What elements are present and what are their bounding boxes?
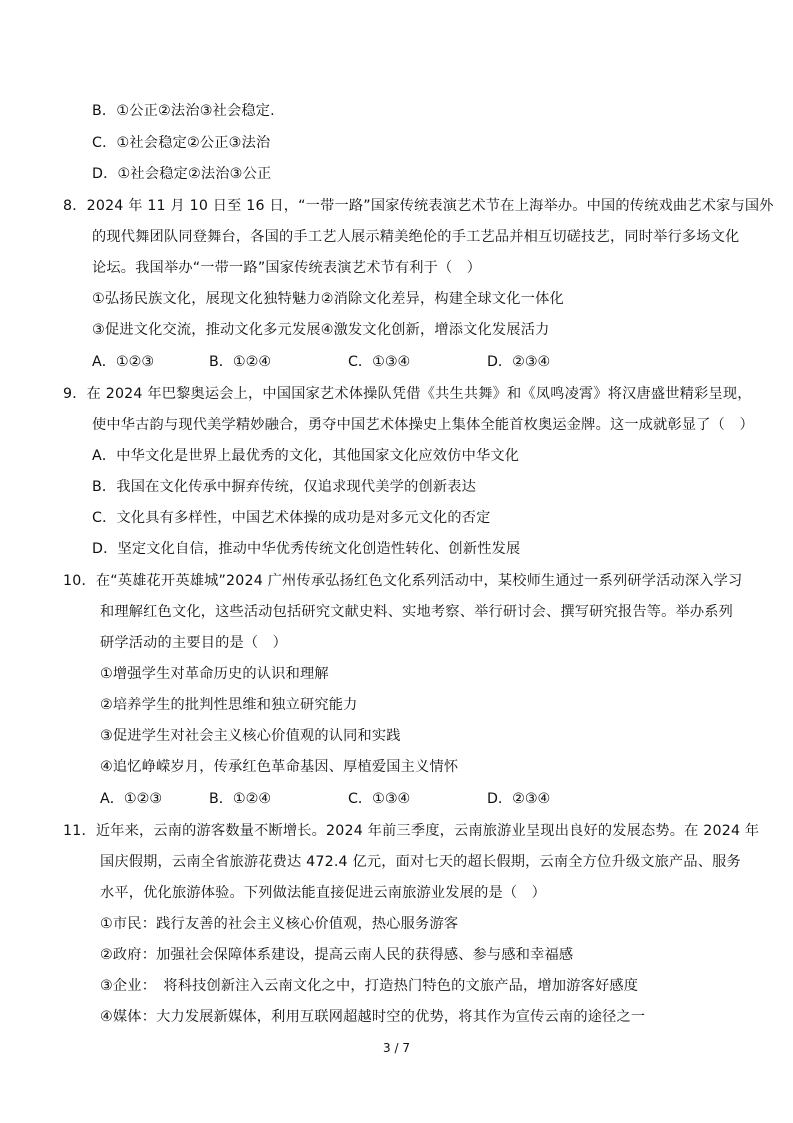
q11-statement-3: ③企业： 将科技创新注入云南文化之中，打造热门特色的文旅产品，增加游客好感度 bbox=[100, 978, 639, 994]
q9-option-d: D．坚定文化自信，推动中华优秀传统文化创造性转化、创新性发展 bbox=[92, 541, 521, 557]
q9-option-a: A．中华文化是世界上最优秀的文化，其他国家文化应效仿中华文化 bbox=[92, 448, 520, 464]
q8-choice-c: C．①③④ bbox=[348, 354, 411, 370]
q10-statement-3: ③促进学生对社会主义核心价值观的认同和实践 bbox=[100, 728, 401, 744]
q7-option-b: B．①公正②法治③社会稳定. bbox=[92, 103, 275, 119]
q10-choice-b: B．①②④ bbox=[209, 791, 272, 807]
q10-stem-line-3: 研学活动的主要目的是（ ） bbox=[100, 635, 288, 651]
q8-choices bbox=[0, 352, 793, 372]
q10-choices bbox=[0, 789, 793, 809]
q8-stem-line-3: 论坛。我国举办“一带一路”国家传统表演艺术节有利于（ ） bbox=[92, 260, 482, 276]
q10-statement-4: ④追忆峥嵘岁月，传承红色革命基因、厚植爱国主义情怀 bbox=[100, 759, 459, 775]
q11-stem-line-3: 水平，优化旅游体验。下列做法能直接促进云南旅游业发展的是（ ） bbox=[100, 885, 547, 901]
q8-choice-b: B．①②④ bbox=[209, 354, 272, 370]
q11-statement-1: ①市民：践行友善的社会主义核心价值观，热心服务游客 bbox=[100, 916, 459, 932]
q7-option-c: C．①社会稳定②公正③法治 bbox=[92, 135, 271, 151]
q9-stem-line-2: 使中华古韵与现代美学精妙融合，勇夺中国艺术体操史上集体全能首枚奥运金牌。这一成就彰显了（ ） bbox=[92, 417, 754, 433]
q8-choice-d: D．②③④ bbox=[487, 354, 551, 370]
q10-statement-2: ②培养学生的批判性思维和独立研究能力 bbox=[100, 697, 358, 713]
q8-statement-2: ③促进文化交流，推动文化多元发展④激发文化创新，增添文化发展活力 bbox=[92, 322, 550, 338]
q10-choice-a: A．①②③ bbox=[100, 791, 163, 807]
q9-option-c: C．文化具有多样性，中国艺术体操的成功是对多元文化的否定 bbox=[92, 510, 491, 526]
q10-choice-d: D．②③④ bbox=[487, 791, 551, 807]
q7-option-d: D．①社会稳定②法治③公正 bbox=[92, 166, 272, 182]
q10-stem-line-2: 和理解红色文化，这些活动包括研究文献史料、实地考察、举行研讨会、撰写研究报告等。举办系列 bbox=[100, 604, 734, 620]
q10-choice-c: C．①③④ bbox=[348, 791, 411, 807]
q8-stem-line-2: 的现代舞团队同登舞台，各国的手工艺人展示精美绝伦的手工艺品并相互切磋技艺，同时举行多场文化 bbox=[92, 229, 740, 245]
q9-option-b: B．我国在文化传承中摒弃传统，仅追求现代美学的创新表达 bbox=[92, 479, 477, 495]
q8-choice-a: A．①②③ bbox=[92, 354, 155, 370]
q10-statement-1: ①增强学生对革命历史的认识和理解 bbox=[100, 666, 329, 682]
q11-stem-line-2: 国庆假期，云南全省旅游花费达 472.4 亿元，面对七天的超长假期，云南全方位升级文旅产品、服务 bbox=[100, 854, 741, 870]
q8-statement-1: ①弘扬民族文化，展现文化独特魅力②消除文化差异，构建全球文化一体化 bbox=[92, 291, 564, 307]
q9-stem-line-1: 9．在 2024 年巴黎奥运会上，中国国家艺术体操队凭借《共生共舞》和《凤鸣凌霄》将汉唐盛世精彩呈现， bbox=[63, 386, 752, 402]
page-number: 3 / 7 bbox=[383, 1041, 410, 1055]
q10-stem-line-1: 10．在“英雄花开英雄城”2024 广州传承弘扬红色文化系列活动中，某校师生通过一系列研学活动深入学习 bbox=[63, 573, 743, 589]
q11-statement-4: ④媒体：大力发展新媒体，利用互联网超越时空的优势，将其作为宣传云南的途径之一 bbox=[100, 1009, 646, 1025]
q11-statement-2: ②政府：加强社会保障体系建设，提高云南人民的获得感、参与感和幸福感 bbox=[100, 947, 574, 963]
q8-stem-line-1: 8．2024 年 11 月 10 日至 16 日，“一带一路”国家传统表演艺术节在上海举办。中国的传统戏曲艺术家与国外 bbox=[63, 198, 774, 214]
q11-stem-line-1: 11．近年来，云南的游客数量不断增长。2024 年前三季度，云南旅游业呈现出良好的发展态势。在 2024 年 bbox=[63, 823, 760, 839]
